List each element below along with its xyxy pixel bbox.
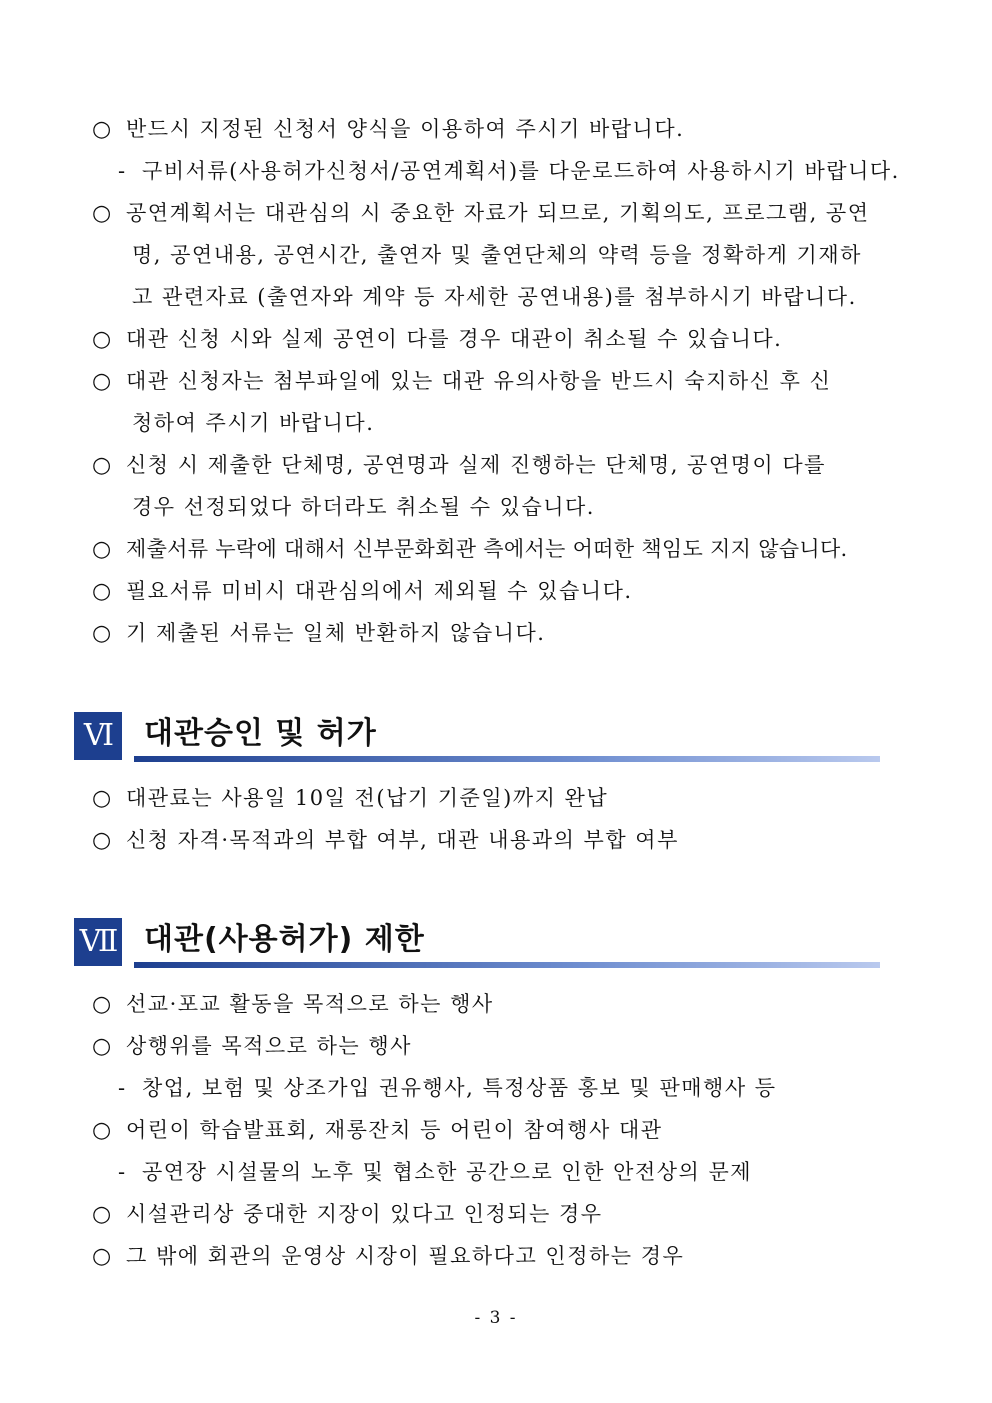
bullet-circle: ○ [92,453,113,478]
notice-continuation [92,402,962,444]
restriction-text: 시설관리상 중대한 지장이 있다고 인정되는 경우 [126,1202,603,1226]
approval-text: 대관료는 사용일 10일 전(납기 기준일)까지 완납 [126,786,609,810]
notice-text: 청하여 주시기 바랍니다. [132,411,375,435]
bullet-circle: ○ [92,621,113,646]
bullet-circle: ○ [92,117,113,142]
notice-item [92,108,922,150]
notice-text: 대관 신청 시와 실제 공연이 다를 경우 대관이 취소될 수 있습니다. [126,327,783,351]
restriction-item [92,1193,922,1235]
notice-subtext: 구비서류(사용허가신청서/공연계획서)를 다운로드하여 사용하시기 바랍니다. [142,159,900,183]
notice-item [92,444,922,486]
notice-text: 고 관련자료 (출연자와 계약 등 자세한 공연내용)를 첨부하시기 바랍니다. [132,285,857,309]
notice-continuation [92,486,962,528]
restriction-text: 상행위를 목적으로 하는 행사 [126,1034,412,1058]
restriction-item [92,1109,922,1151]
section-title: 대관(사용허가) 제한 [144,922,425,957]
bullet-circle: ○ [92,1118,113,1143]
notice-subitem [118,150,948,192]
notice-text: 신청 시 제출한 단체명, 공연명과 실제 진행하는 단체명, 공연명이 다를 [126,453,826,477]
bullet-circle: ○ [92,1202,113,1227]
dash-marker: - [118,159,127,183]
notice-text: 필요서류 미비시 대관심의에서 제외될 수 있습니다. [126,579,633,603]
notice-text: 대관 신청자는 첨부파일에 있는 대관 유의사항을 반드시 숙지하신 후 신 [126,369,832,393]
bullet-circle: ○ [92,369,113,394]
section-heading-7 [74,918,880,966]
notice-text: 제출서류 누락에 대해서 신부문화회관 측에서는 어떠한 책임도 지지 않습니다. [126,537,848,561]
bullet-circle: ○ [92,1034,113,1059]
bullet-circle: ○ [92,537,113,562]
bullet-circle: ○ [92,992,113,1017]
page-number: - 3 - [474,1308,518,1328]
bullet-circle: ○ [92,786,113,811]
dash-marker: - [118,1076,127,1100]
notice-continuation [92,276,962,318]
restriction-subitem [118,1067,948,1109]
restriction-subtext: 창업, 보험 및 상조가입 권유행사, 특정상품 홍보 및 판매행사 등 [142,1076,777,1100]
bullet-circle: ○ [92,327,113,352]
restriction-text: 선교·포교 활동을 목적으로 하는 행사 [126,992,494,1016]
notice-text: 경우 선정되었다 하더라도 취소될 수 있습니다. [132,495,595,519]
notice-text: 공연계획서는 대관심의 시 중요한 자료가 되므로, 기획의도, 프로그램, 공연 [126,201,870,225]
restriction-item [92,1235,922,1277]
notice-item [92,360,922,402]
notice-text: 반드시 지정된 신청서 양식을 이용하여 주시기 바랍니다. [126,117,685,141]
notice-continuation [92,234,962,276]
approval-item [92,819,922,861]
section-underline [134,962,880,968]
bullet-circle: ○ [92,579,113,604]
restriction-subtext: 공연장 시설물의 노후 및 협소한 공간으로 인한 안전상의 문제 [142,1160,753,1184]
notice-text: 명, 공연내용, 공연시간, 출연자 및 출연단체의 약력 등을 정확하게 기재하 [132,243,862,267]
notice-item [92,192,922,234]
bullet-circle: ○ [92,828,113,853]
notice-item [92,612,922,654]
notice-item [92,570,922,612]
section-heading-6 [74,712,880,760]
bullet-circle: ○ [92,201,113,226]
section-number-badge: Ⅶ [74,918,122,966]
approval-text: 신청 자격·목적과의 부합 여부, 대관 내용과의 부합 여부 [126,828,679,852]
notice-item [92,318,922,360]
section-number-badge: Ⅵ [74,712,122,760]
restriction-subitem [118,1151,948,1193]
restriction-text: 그 밖에 회관의 운영상 시장이 필요하다고 인정하는 경우 [126,1244,685,1268]
section-underline [134,756,880,762]
approval-item [92,777,922,819]
bullet-circle: ○ [92,1244,113,1269]
restriction-text: 어린이 학습발표회, 재롱잔치 등 어린이 참여행사 대관 [126,1118,663,1142]
section-title: 대관승인 및 허가 [144,716,377,751]
restriction-item [92,1025,922,1067]
dash-marker: - [118,1160,127,1184]
notice-text: 기 제출된 서류는 일체 반환하지 않습니다. [126,621,546,645]
restriction-item [92,983,922,1025]
notice-item [92,528,922,570]
